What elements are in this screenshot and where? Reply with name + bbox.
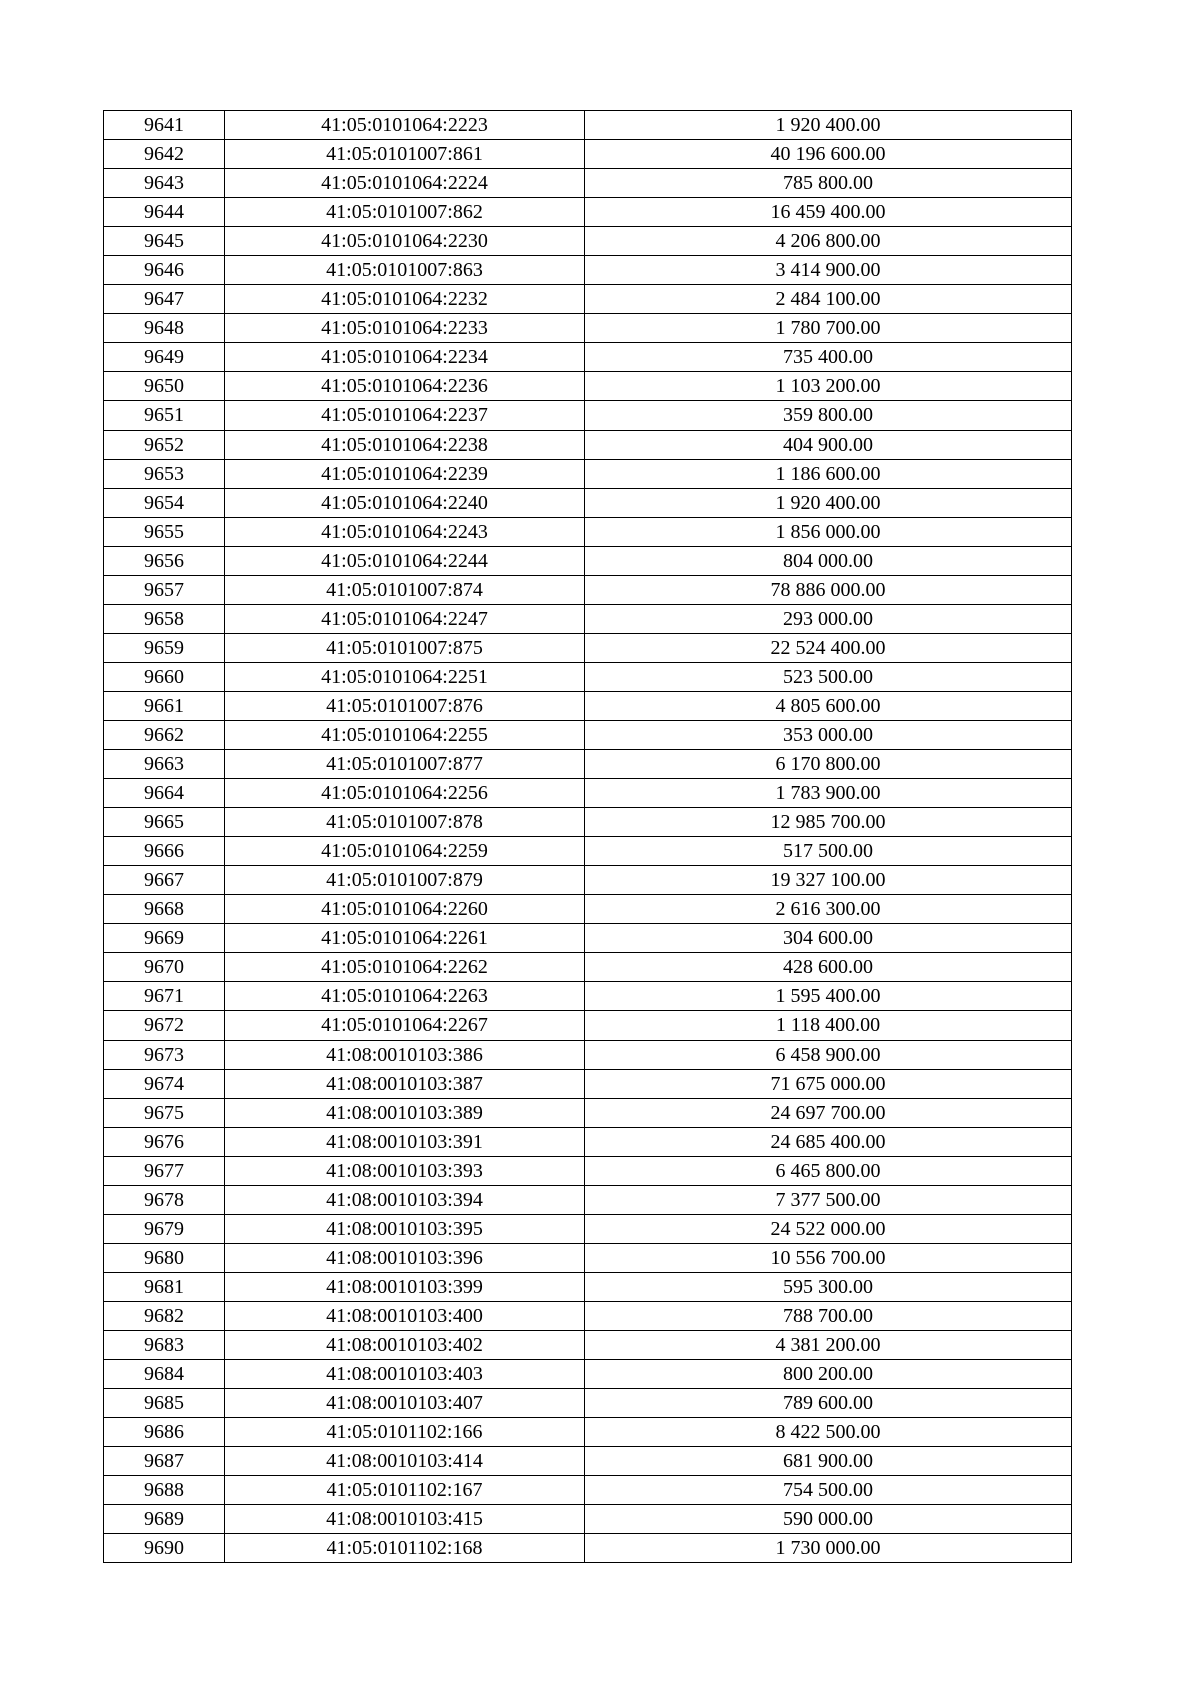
row-number-cell: 9686 bbox=[104, 1418, 225, 1447]
table-row bbox=[104, 1127, 1072, 1156]
table-row bbox=[104, 1040, 1072, 1069]
cadastral-number-cell: 41:05:0101064:2243 bbox=[225, 517, 585, 546]
cadastral-number-cell: 41:05:0101007:878 bbox=[225, 808, 585, 837]
cadastral-value-cell: 1 920 400.00 bbox=[585, 488, 1072, 517]
cadastral-value-cell: 4 381 200.00 bbox=[585, 1330, 1072, 1359]
cadastral-value-cell: 1 920 400.00 bbox=[585, 111, 1072, 140]
row-number-cell: 9684 bbox=[104, 1360, 225, 1389]
cadastral-number-cell: 41:08:0010103:396 bbox=[225, 1243, 585, 1272]
table-row bbox=[104, 111, 1072, 140]
cadastral-value-cell: 353 000.00 bbox=[585, 720, 1072, 749]
cadastral-number-cell: 41:08:0010103:400 bbox=[225, 1301, 585, 1330]
table-row bbox=[104, 1505, 1072, 1534]
cadastral-number-cell: 41:05:0101064:2239 bbox=[225, 459, 585, 488]
cadastral-number-cell: 41:05:0101102:166 bbox=[225, 1418, 585, 1447]
cadastral-number-cell: 41:05:0101064:2247 bbox=[225, 604, 585, 633]
row-number-cell: 9679 bbox=[104, 1214, 225, 1243]
row-number-cell: 9673 bbox=[104, 1040, 225, 1069]
table-row bbox=[104, 1098, 1072, 1127]
row-number-cell: 9655 bbox=[104, 517, 225, 546]
cadastral-value-cell: 24 697 700.00 bbox=[585, 1098, 1072, 1127]
cadastral-number-cell: 41:08:0010103:399 bbox=[225, 1272, 585, 1301]
row-number-cell: 9650 bbox=[104, 372, 225, 401]
table-row bbox=[104, 750, 1072, 779]
cadastral-value-cell: 404 900.00 bbox=[585, 430, 1072, 459]
row-number-cell: 9668 bbox=[104, 895, 225, 924]
table-row bbox=[104, 198, 1072, 227]
row-number-cell: 9688 bbox=[104, 1476, 225, 1505]
cadastral-value-cell: 1 103 200.00 bbox=[585, 372, 1072, 401]
cadastral-value-cell: 78 886 000.00 bbox=[585, 575, 1072, 604]
table-row bbox=[104, 430, 1072, 459]
cadastral-number-cell: 41:05:0101007:861 bbox=[225, 140, 585, 169]
cadastral-value-cell: 804 000.00 bbox=[585, 546, 1072, 575]
cadastral-number-cell: 41:08:0010103:386 bbox=[225, 1040, 585, 1069]
row-number-cell: 9669 bbox=[104, 924, 225, 953]
table-row bbox=[104, 982, 1072, 1011]
cadastral-value-cell: 2 484 100.00 bbox=[585, 285, 1072, 314]
cadastral-value-cell: 19 327 100.00 bbox=[585, 866, 1072, 895]
cadastral-number-cell: 41:05:0101064:2262 bbox=[225, 953, 585, 982]
cadastral-value-cell: 6 465 800.00 bbox=[585, 1156, 1072, 1185]
cadastral-value-cell: 1 186 600.00 bbox=[585, 459, 1072, 488]
cadastral-number-cell: 41:05:0101064:2232 bbox=[225, 285, 585, 314]
row-number-cell: 9651 bbox=[104, 401, 225, 430]
table-row bbox=[104, 1272, 1072, 1301]
cadastral-value-cell: 1 856 000.00 bbox=[585, 517, 1072, 546]
table-row bbox=[104, 808, 1072, 837]
cadastral-number-cell: 41:05:0101102:167 bbox=[225, 1476, 585, 1505]
table-row bbox=[104, 256, 1072, 285]
cadastral-number-cell: 41:05:0101064:2230 bbox=[225, 227, 585, 256]
table-row bbox=[104, 924, 1072, 953]
cadastral-value-cell: 4 206 800.00 bbox=[585, 227, 1072, 256]
row-number-cell: 9667 bbox=[104, 866, 225, 895]
row-number-cell: 9675 bbox=[104, 1098, 225, 1127]
row-number-cell: 9641 bbox=[104, 111, 225, 140]
row-number-cell: 9690 bbox=[104, 1534, 225, 1563]
table-row bbox=[104, 1011, 1072, 1040]
cadastral-number-cell: 41:05:0101064:2267 bbox=[225, 1011, 585, 1040]
cadastral-number-cell: 41:05:0101064:2259 bbox=[225, 837, 585, 866]
cadastral-number-cell: 41:05:0101064:2233 bbox=[225, 314, 585, 343]
cadastral-value-cell: 40 196 600.00 bbox=[585, 140, 1072, 169]
table-row bbox=[104, 372, 1072, 401]
table-row bbox=[104, 633, 1072, 662]
cadastral-value-cell: 12 985 700.00 bbox=[585, 808, 1072, 837]
cadastral-value-cell: 1 118 400.00 bbox=[585, 1011, 1072, 1040]
row-number-cell: 9676 bbox=[104, 1127, 225, 1156]
cadastral-value-cell: 1 780 700.00 bbox=[585, 314, 1072, 343]
table-row bbox=[104, 517, 1072, 546]
cadastral-number-cell: 41:05:0101064:2238 bbox=[225, 430, 585, 459]
row-number-cell: 9644 bbox=[104, 198, 225, 227]
table-row bbox=[104, 1243, 1072, 1272]
cadastral-number-cell: 41:05:0101064:2260 bbox=[225, 895, 585, 924]
cadastral-number-cell: 41:05:0101007:875 bbox=[225, 633, 585, 662]
cadastral-value-cell: 7 377 500.00 bbox=[585, 1185, 1072, 1214]
cadastral-value-cell: 800 200.00 bbox=[585, 1360, 1072, 1389]
row-number-cell: 9681 bbox=[104, 1272, 225, 1301]
cadastral-number-cell: 41:05:0101064:2237 bbox=[225, 401, 585, 430]
row-number-cell: 9642 bbox=[104, 140, 225, 169]
cadastral-value-cell: 595 300.00 bbox=[585, 1272, 1072, 1301]
table-row bbox=[104, 1185, 1072, 1214]
table-body bbox=[104, 111, 1072, 1563]
row-number-cell: 9664 bbox=[104, 779, 225, 808]
cadastral-value-table bbox=[103, 110, 1072, 1563]
cadastral-value-cell: 681 900.00 bbox=[585, 1447, 1072, 1476]
table-row bbox=[104, 546, 1072, 575]
table-row bbox=[104, 1389, 1072, 1418]
table-row bbox=[104, 140, 1072, 169]
table-row bbox=[104, 662, 1072, 691]
cadastral-value-cell: 8 422 500.00 bbox=[585, 1418, 1072, 1447]
table-row bbox=[104, 314, 1072, 343]
table-row bbox=[104, 1360, 1072, 1389]
cadastral-number-cell: 41:05:0101007:874 bbox=[225, 575, 585, 604]
cadastral-number-cell: 41:08:0010103:403 bbox=[225, 1360, 585, 1389]
cadastral-number-cell: 41:08:0010103:402 bbox=[225, 1330, 585, 1359]
row-number-cell: 9659 bbox=[104, 633, 225, 662]
cadastral-number-cell: 41:08:0010103:393 bbox=[225, 1156, 585, 1185]
row-number-cell: 9689 bbox=[104, 1505, 225, 1534]
cadastral-value-cell: 16 459 400.00 bbox=[585, 198, 1072, 227]
cadastral-value-cell: 293 000.00 bbox=[585, 604, 1072, 633]
row-number-cell: 9677 bbox=[104, 1156, 225, 1185]
cadastral-value-cell: 1 730 000.00 bbox=[585, 1534, 1072, 1563]
row-number-cell: 9665 bbox=[104, 808, 225, 837]
row-number-cell: 9661 bbox=[104, 691, 225, 720]
table-row bbox=[104, 604, 1072, 633]
table-row bbox=[104, 1214, 1072, 1243]
row-number-cell: 9683 bbox=[104, 1330, 225, 1359]
cadastral-value-cell: 359 800.00 bbox=[585, 401, 1072, 430]
cadastral-value-cell: 71 675 000.00 bbox=[585, 1069, 1072, 1098]
row-number-cell: 9652 bbox=[104, 430, 225, 459]
table-row bbox=[104, 837, 1072, 866]
cadastral-value-cell: 590 000.00 bbox=[585, 1505, 1072, 1534]
row-number-cell: 9656 bbox=[104, 546, 225, 575]
cadastral-number-cell: 41:08:0010103:389 bbox=[225, 1098, 585, 1127]
cadastral-number-cell: 41:05:0101102:168 bbox=[225, 1534, 585, 1563]
cadastral-number-cell: 41:05:0101064:2255 bbox=[225, 720, 585, 749]
cadastral-number-cell: 41:05:0101064:2223 bbox=[225, 111, 585, 140]
row-number-cell: 9653 bbox=[104, 459, 225, 488]
cadastral-value-cell: 304 600.00 bbox=[585, 924, 1072, 953]
cadastral-value-cell: 1 595 400.00 bbox=[585, 982, 1072, 1011]
table-row bbox=[104, 691, 1072, 720]
row-number-cell: 9645 bbox=[104, 227, 225, 256]
cadastral-number-cell: 41:08:0010103:391 bbox=[225, 1127, 585, 1156]
cadastral-number-cell: 41:08:0010103:395 bbox=[225, 1214, 585, 1243]
cadastral-number-cell: 41:08:0010103:387 bbox=[225, 1069, 585, 1098]
row-number-cell: 9654 bbox=[104, 488, 225, 517]
cadastral-value-cell: 4 805 600.00 bbox=[585, 691, 1072, 720]
table-row bbox=[104, 459, 1072, 488]
cadastral-number-cell: 41:05:0101064:2236 bbox=[225, 372, 585, 401]
table-row bbox=[104, 285, 1072, 314]
cadastral-number-cell: 41:08:0010103:414 bbox=[225, 1447, 585, 1476]
cadastral-number-cell: 41:08:0010103:394 bbox=[225, 1185, 585, 1214]
table-row bbox=[104, 169, 1072, 198]
table-row bbox=[104, 343, 1072, 372]
row-number-cell: 9658 bbox=[104, 604, 225, 633]
cadastral-value-cell: 428 600.00 bbox=[585, 953, 1072, 982]
cadastral-number-cell: 41:05:0101007:877 bbox=[225, 750, 585, 779]
cadastral-value-cell: 517 500.00 bbox=[585, 837, 1072, 866]
row-number-cell: 9678 bbox=[104, 1185, 225, 1214]
cadastral-value-cell: 2 616 300.00 bbox=[585, 895, 1072, 924]
row-number-cell: 9663 bbox=[104, 750, 225, 779]
row-number-cell: 9687 bbox=[104, 1447, 225, 1476]
cadastral-value-cell: 24 685 400.00 bbox=[585, 1127, 1072, 1156]
row-number-cell: 9682 bbox=[104, 1301, 225, 1330]
table-row bbox=[104, 1447, 1072, 1476]
cadastral-number-cell: 41:05:0101064:2256 bbox=[225, 779, 585, 808]
row-number-cell: 9674 bbox=[104, 1069, 225, 1098]
row-number-cell: 9685 bbox=[104, 1389, 225, 1418]
row-number-cell: 9666 bbox=[104, 837, 225, 866]
cadastral-number-cell: 41:05:0101064:2263 bbox=[225, 982, 585, 1011]
row-number-cell: 9680 bbox=[104, 1243, 225, 1272]
cadastral-number-cell: 41:05:0101064:2261 bbox=[225, 924, 585, 953]
row-number-cell: 9672 bbox=[104, 1011, 225, 1040]
cadastral-value-cell: 735 400.00 bbox=[585, 343, 1072, 372]
table-row bbox=[104, 227, 1072, 256]
cadastral-value-cell: 10 556 700.00 bbox=[585, 1243, 1072, 1272]
cadastral-number-cell: 41:05:0101064:2224 bbox=[225, 169, 585, 198]
cadastral-number-cell: 41:05:0101007:879 bbox=[225, 866, 585, 895]
table-row bbox=[104, 779, 1072, 808]
cadastral-number-cell: 41:05:0101064:2244 bbox=[225, 546, 585, 575]
cadastral-number-cell: 41:08:0010103:415 bbox=[225, 1505, 585, 1534]
table-row bbox=[104, 1418, 1072, 1447]
table-row bbox=[104, 1476, 1072, 1505]
cadastral-value-cell: 789 600.00 bbox=[585, 1389, 1072, 1418]
row-number-cell: 9648 bbox=[104, 314, 225, 343]
cadastral-number-cell: 41:05:0101007:862 bbox=[225, 198, 585, 227]
table-row bbox=[104, 866, 1072, 895]
row-number-cell: 9662 bbox=[104, 720, 225, 749]
cadastral-value-cell: 22 524 400.00 bbox=[585, 633, 1072, 662]
cadastral-number-cell: 41:05:0101064:2240 bbox=[225, 488, 585, 517]
row-number-cell: 9671 bbox=[104, 982, 225, 1011]
cadastral-number-cell: 41:05:0101064:2251 bbox=[225, 662, 585, 691]
cadastral-value-cell: 24 522 000.00 bbox=[585, 1214, 1072, 1243]
table-row bbox=[104, 1534, 1072, 1563]
cadastral-value-cell: 6 458 900.00 bbox=[585, 1040, 1072, 1069]
row-number-cell: 9643 bbox=[104, 169, 225, 198]
row-number-cell: 9647 bbox=[104, 285, 225, 314]
cadastral-value-cell: 523 500.00 bbox=[585, 662, 1072, 691]
table-row bbox=[104, 720, 1072, 749]
cadastral-value-cell: 1 783 900.00 bbox=[585, 779, 1072, 808]
row-number-cell: 9670 bbox=[104, 953, 225, 982]
table-row bbox=[104, 488, 1072, 517]
table-row bbox=[104, 953, 1072, 982]
cadastral-number-cell: 41:05:0101007:863 bbox=[225, 256, 585, 285]
cadastral-value-cell: 3 414 900.00 bbox=[585, 256, 1072, 285]
table-row bbox=[104, 1069, 1072, 1098]
cadastral-value-cell: 754 500.00 bbox=[585, 1476, 1072, 1505]
cadastral-value-cell: 6 170 800.00 bbox=[585, 750, 1072, 779]
row-number-cell: 9657 bbox=[104, 575, 225, 604]
row-number-cell: 9646 bbox=[104, 256, 225, 285]
table-row bbox=[104, 575, 1072, 604]
cadastral-number-cell: 41:08:0010103:407 bbox=[225, 1389, 585, 1418]
cadastral-number-cell: 41:05:0101064:2234 bbox=[225, 343, 585, 372]
row-number-cell: 9649 bbox=[104, 343, 225, 372]
table-row bbox=[104, 1330, 1072, 1359]
table-row bbox=[104, 895, 1072, 924]
cadastral-value-cell: 785 800.00 bbox=[585, 169, 1072, 198]
row-number-cell: 9660 bbox=[104, 662, 225, 691]
table-row bbox=[104, 1301, 1072, 1330]
table-row bbox=[104, 1156, 1072, 1185]
cadastral-number-cell: 41:05:0101007:876 bbox=[225, 691, 585, 720]
table-row bbox=[104, 401, 1072, 430]
cadastral-value-cell: 788 700.00 bbox=[585, 1301, 1072, 1330]
